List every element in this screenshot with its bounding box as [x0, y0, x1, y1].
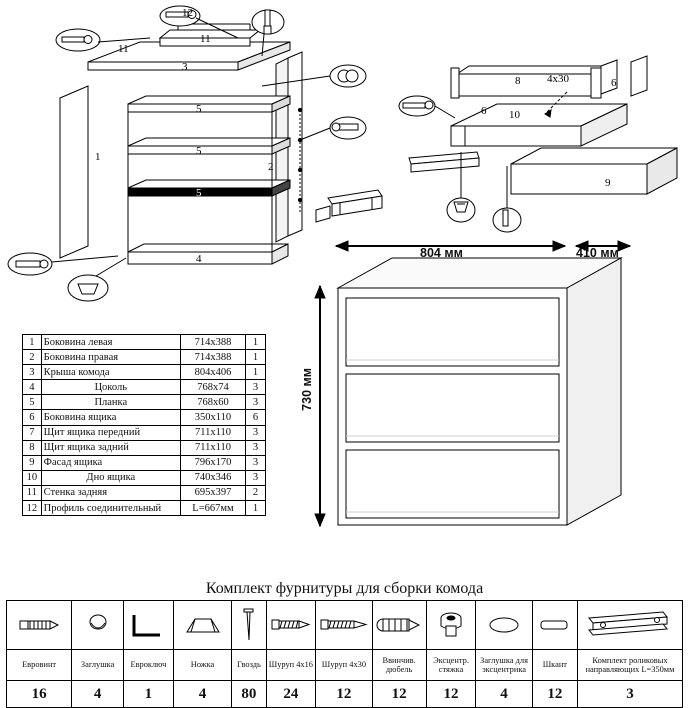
height-dimension-label: 730 мм	[300, 368, 314, 411]
svg-text:11: 11	[118, 43, 129, 55]
part-name: Боковина ящика	[41, 410, 180, 425]
kit-item-count: 12	[316, 681, 372, 708]
screw-4x30-icon	[316, 601, 372, 650]
part-quantity: 3	[246, 425, 266, 440]
part-name: Планка	[41, 395, 180, 410]
svg-text:2: 2	[268, 161, 274, 173]
part-dimensions: 804х406	[180, 365, 245, 380]
kit-item-count: 12	[372, 681, 426, 708]
kit-item-count: 80	[232, 681, 266, 708]
kit-item-count: 3	[577, 681, 682, 708]
kit-item-label: Эксцентр. стяжка	[426, 650, 476, 681]
kit-item-label: Ножка	[173, 650, 232, 681]
part-dimensions: 695х397	[180, 485, 245, 500]
kit-item-count: 4	[173, 681, 232, 708]
kit-item-count: 1	[124, 681, 174, 708]
part-quantity: 1	[246, 501, 266, 516]
svg-text:5: 5	[196, 187, 202, 199]
part-quantity: 3	[246, 455, 266, 470]
screw-4x16-icon	[266, 601, 316, 650]
part-dimensions: 796х170	[180, 455, 245, 470]
kit-item-label: Гвоздь	[232, 650, 266, 681]
part-quantity: 2	[246, 485, 266, 500]
part-name: Профиль соединительный	[41, 501, 180, 516]
svg-text:9: 9	[605, 177, 611, 189]
nail-icon	[232, 601, 266, 650]
svg-text:8: 8	[515, 75, 521, 87]
part-number: 6	[23, 410, 42, 425]
kit-item-label: Комплект роликовых направляющих L=350мм	[577, 650, 682, 681]
slide-rails-icon	[577, 601, 682, 650]
svg-text:3: 3	[182, 61, 188, 73]
dowel-icon	[532, 601, 577, 650]
part-dimensions: L=667мм	[180, 501, 245, 516]
kit-item-count: 12	[532, 681, 577, 708]
part-name: Фасад ящика	[41, 455, 180, 470]
part-dimensions: 768х74	[180, 380, 245, 395]
part-name: Крыша комода	[41, 365, 180, 380]
table-row	[23, 440, 266, 455]
part-number: 10	[23, 470, 42, 485]
width-dimension-label: 804 мм	[420, 246, 463, 260]
part-quantity: 3	[246, 380, 266, 395]
depth-dimension-label: 410 мм	[576, 246, 619, 260]
part-number: 2	[23, 350, 42, 365]
svg-text:12: 12	[182, 7, 193, 19]
kit-item-label: Шуруп 4х16	[266, 650, 316, 681]
euro-screw-icon	[7, 601, 72, 650]
part-quantity: 3	[246, 470, 266, 485]
table-row	[23, 380, 266, 395]
kit-item-count: 24	[266, 681, 316, 708]
parts-list-table	[22, 334, 266, 516]
kit-item-label: Евровинт	[7, 650, 72, 681]
part-name: Стенка задняя	[41, 485, 180, 500]
kit-item-count: 4	[476, 681, 532, 708]
part-dimensions: 768х60	[180, 395, 245, 410]
table-row	[23, 455, 266, 470]
kit-item-label: Заглушка для эксцентрика	[476, 650, 532, 681]
screw-in-dowel-icon	[372, 601, 426, 650]
kit-item-label: Ввинчив. дюбель	[372, 650, 426, 681]
table-row	[23, 365, 266, 380]
cam-cover-icon	[476, 601, 532, 650]
table-row	[23, 395, 266, 410]
table-row	[23, 425, 266, 440]
table-row	[23, 350, 266, 365]
svg-text:11: 11	[200, 33, 211, 45]
part-dimensions: 714х388	[180, 350, 245, 365]
part-number: 8	[23, 440, 42, 455]
table-row	[23, 470, 266, 485]
euro-key-icon	[124, 601, 174, 650]
part-name: Боковина левая	[41, 335, 180, 350]
svg-text:6: 6	[481, 105, 487, 117]
part-number: 4	[23, 380, 42, 395]
svg-text:4: 4	[196, 253, 202, 265]
part-dimensions: 711х110	[180, 425, 245, 440]
finished-cabinet-dimension-drawing	[300, 240, 689, 570]
kit-item-count: 16	[7, 681, 72, 708]
part-dimensions: 740х346	[180, 470, 245, 485]
part-name: Дно ящика	[41, 470, 180, 485]
part-quantity: 6	[246, 410, 266, 425]
part-dimensions: 714х388	[180, 335, 245, 350]
part-number: 1	[23, 335, 42, 350]
part-name: Щит ящика передний	[41, 425, 180, 440]
hardware-kit-table	[6, 600, 683, 708]
cam-lock-icon	[426, 601, 476, 650]
part-quantity: 3	[246, 395, 266, 410]
part-number: 12	[23, 501, 42, 516]
table-row	[23, 485, 266, 500]
exploded-drawer-diagram-right	[395, 40, 689, 255]
part-quantity: 1	[246, 335, 266, 350]
svg-text:6: 6	[611, 77, 617, 89]
kit-item-count: 12	[426, 681, 476, 708]
part-number: 9	[23, 455, 42, 470]
table-row	[23, 501, 266, 516]
hardware-kit-title: Комплект фурнитуры для сборки комода	[205, 580, 484, 597]
svg-text:10: 10	[509, 109, 520, 121]
part-quantity: 1	[246, 365, 266, 380]
part-dimensions: 711х110	[180, 440, 245, 455]
svg-text:1: 1	[95, 151, 101, 163]
kit-item-label: Шуруп 4х30	[316, 650, 372, 681]
part-dimensions: 350х110	[180, 410, 245, 425]
part-quantity: 3	[246, 440, 266, 455]
cap-plug-icon	[72, 601, 124, 650]
part-name: Щит ящика задний	[41, 440, 180, 455]
part-name: Боковина правая	[41, 350, 180, 365]
svg-text:5: 5	[196, 103, 202, 115]
svg-text:4х30: 4х30	[547, 73, 569, 85]
kit-item-label: Евроключ	[124, 650, 174, 681]
part-number: 7	[23, 425, 42, 440]
part-quantity: 1	[246, 350, 266, 365]
part-number: 5	[23, 395, 42, 410]
kit-item-count: 4	[72, 681, 124, 708]
part-number: 3	[23, 365, 42, 380]
kit-item-label: Заглушка	[72, 650, 124, 681]
part-number: 11	[23, 485, 42, 500]
svg-text:5: 5	[196, 145, 202, 157]
kit-item-label: Шкант	[532, 650, 577, 681]
part-name: Цоколь	[41, 380, 180, 395]
table-row	[23, 410, 266, 425]
foot-icon	[173, 601, 232, 650]
table-row	[23, 335, 266, 350]
